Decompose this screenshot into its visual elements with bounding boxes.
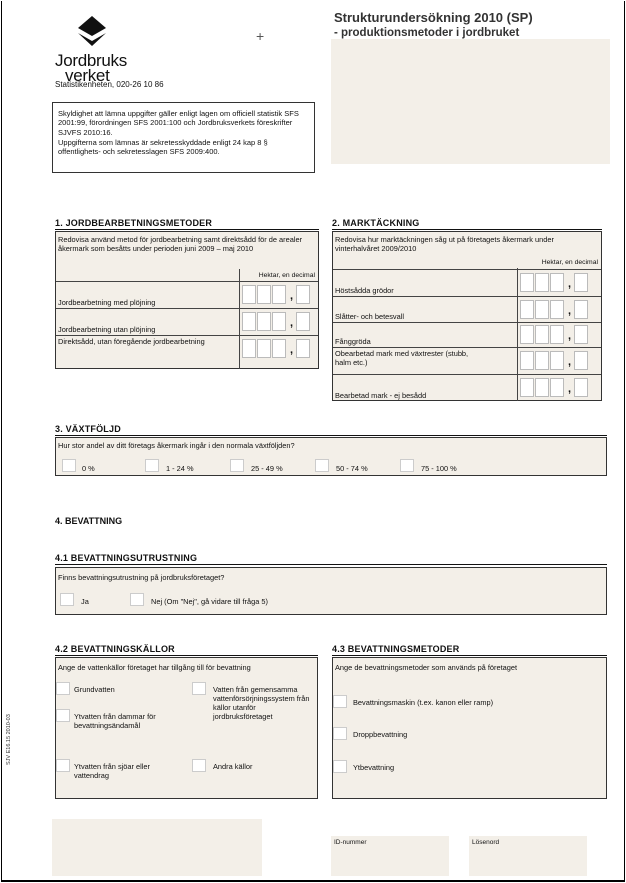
- section43-box: [332, 657, 607, 799]
- source-option-label: Ytvatten från sjöar eller vattendrag: [74, 762, 150, 780]
- source-option-label: Andra källor: [213, 762, 253, 771]
- logo-text-line1: Jordbruks: [55, 51, 127, 70]
- section1-row-label: Jordbearbetning med plöjning: [58, 298, 156, 307]
- section2-row-label: Obearbetad mark med växtrester (stubb, halm etc.): [335, 349, 469, 367]
- method-checkbox-drip[interactable]: [333, 727, 347, 740]
- share-checkbox-0[interactable]: [62, 459, 76, 472]
- section4-title: 4. BEVATTNING: [55, 516, 123, 526]
- share-checkbox-3[interactable]: [315, 459, 329, 472]
- id-number-label: ID-nummer: [334, 839, 367, 846]
- source-option-label: Ytvatten från dammar för bevattningsändamål: [74, 712, 156, 730]
- section2-title: 2. MARKTÄCKNING: [332, 218, 602, 230]
- legal-notice-para1: Skyldighet att lämna uppgifter gäller enligt lagen om officiell statistik SFS 2001:99, förordningen SFS 2001:100 och Jordbruksverkets föreskrifter SJVFS 2010:16.: [58, 109, 299, 137]
- form-code: SJV E16.15 2010-03: [6, 714, 12, 765]
- section2-row-label: Fånggröda: [335, 337, 371, 346]
- source-option-label: Grundvatten: [74, 685, 115, 694]
- hectare-input[interactable]: ,: [520, 273, 589, 295]
- legal-notice-para2: Uppgifterna som lämnas är sekretesskyddade enligt 24 kap 8 § offentlighets- och sekretesslagen SFS 2009:400.: [58, 137, 268, 157]
- method-option-label: Ytbevattning: [353, 763, 395, 772]
- contact-info: Statistikenheten, 020-26 10 86: [55, 80, 164, 89]
- hectare-input[interactable]: ,: [520, 325, 589, 347]
- irrigation-yes-label: Ja: [81, 597, 89, 606]
- share-checkbox-1[interactable]: [145, 459, 159, 472]
- hectare-input[interactable]: ,: [242, 285, 311, 307]
- section41-question: Finns bevattningsutrustning på jordbruksföretaget?: [58, 573, 225, 582]
- section1-box: [55, 231, 319, 369]
- legal-notice: [52, 102, 315, 173]
- section2-row-label: Höstsådda grödor: [335, 286, 394, 295]
- share-option-label: 25 - 49 %: [251, 464, 283, 473]
- irrigation-no-label: Nej (Om "Nej", gå vidare till fråga 5): [151, 597, 268, 606]
- section1-row-label: Jordbearbetning utan plöjning: [58, 325, 156, 334]
- footer-blank-field: [52, 819, 262, 876]
- section2-row: [333, 296, 601, 322]
- password-label: Lösenord: [472, 839, 500, 846]
- hectare-input[interactable]: ,: [242, 312, 311, 334]
- share-checkbox-4[interactable]: [400, 459, 414, 472]
- section1-intro: Redovisa använd metod för jordbearbetning samt direktsådd för de arealer åkermark som besåtts under perioden juni 2009 – maj 2010: [58, 235, 303, 253]
- section2-row: [333, 322, 601, 347]
- section3-question: Hur stor andel av ditt företags åkermark ingår i den normala växtföljden?: [58, 441, 295, 450]
- section1-row-label: Direktsådd, utan föregående jordbearbetning: [58, 337, 205, 346]
- address-field: [331, 39, 610, 164]
- section1-row: [56, 308, 318, 335]
- share-option-label: 50 - 74 %: [336, 464, 368, 473]
- section2-row: [333, 374, 601, 401]
- form-title: [334, 10, 533, 39]
- hectare-input[interactable]: ,: [520, 378, 589, 400]
- logo: [55, 14, 145, 83]
- logo-text-line2: verket: [65, 66, 110, 85]
- method-option-label: Bevattningsmaskin (t.ex. kanon eller ramp): [353, 698, 494, 707]
- crosshair-mark: +: [256, 28, 265, 44]
- method-option-label: Droppbevattning: [353, 730, 408, 739]
- section3-box: [55, 437, 607, 476]
- share-option-label: 1 - 24 %: [166, 464, 194, 473]
- section2-box: [332, 231, 602, 401]
- share-option-label: 0 %: [82, 464, 95, 473]
- source-checkbox-ponds[interactable]: [56, 709, 70, 722]
- share-option-label: 75 - 100 %: [421, 464, 457, 473]
- source-checkbox-shared-supply[interactable]: [192, 682, 206, 695]
- hectare-input[interactable]: ,: [242, 339, 311, 361]
- section42-title: 4.2 BEVATTNINGSKÄLLOR: [55, 644, 318, 656]
- share-checkbox-2[interactable]: [230, 459, 244, 472]
- section43-question: Ange de bevattningsmetoder som används på företaget: [335, 663, 518, 672]
- password-field[interactable]: [469, 836, 587, 876]
- method-checkbox-machine[interactable]: [333, 695, 347, 708]
- section42-question: Ange de vattenkällor företaget har tillgång till för bevattning: [58, 663, 251, 672]
- hectare-input[interactable]: ,: [520, 351, 589, 373]
- section2-row-label: Slåtter- och betesvall: [335, 312, 405, 321]
- source-checkbox-groundwater[interactable]: [56, 682, 70, 695]
- section2-row: [333, 269, 601, 296]
- source-checkbox-lakes[interactable]: [56, 759, 70, 772]
- section1-title: 1. JORDBEARBETNINGSMETODER: [55, 218, 319, 230]
- section1-row: [56, 335, 318, 361]
- section1-unit: Hektar, en decimal: [258, 272, 315, 279]
- section41-box: [55, 567, 607, 615]
- section2-row: [333, 347, 601, 374]
- section3-title: 3. VÄXTFÖLJD: [55, 424, 607, 436]
- source-option-label: Vatten från gemensamma vattenförsörjningssystem från källor utanför jordbruksföretaget: [213, 685, 310, 721]
- section2-unit: Hektar, en decimal: [541, 259, 598, 266]
- hectare-input[interactable]: ,: [520, 300, 589, 322]
- irrigation-yes-checkbox[interactable]: [60, 593, 74, 606]
- section2-intro: Redovisa hur marktäckningen såg ut på företagets åkermark under vinterhalvåret 2009/2010: [335, 235, 554, 253]
- id-number-field[interactable]: [331, 836, 449, 876]
- logo-diamond-icon: [75, 14, 109, 48]
- section2-row-label: Bearbetad mark - ej besådd: [335, 391, 427, 400]
- source-checkbox-other[interactable]: [192, 759, 206, 772]
- section41-title: 4.1 BEVATTNINGSUTRUSTNING: [55, 553, 607, 565]
- form-title-line1: Strukturundersökning 2010 (SP): [334, 10, 533, 25]
- method-checkbox-surface[interactable]: [333, 760, 347, 773]
- section1-row: [56, 281, 318, 308]
- irrigation-no-checkbox[interactable]: [130, 593, 144, 606]
- section43-title: 4.3 BEVATTNINGSMETODER: [332, 644, 607, 656]
- form-title-line2: - produktionsmetoder i jordbruket: [334, 27, 520, 39]
- section42-box: [55, 657, 318, 799]
